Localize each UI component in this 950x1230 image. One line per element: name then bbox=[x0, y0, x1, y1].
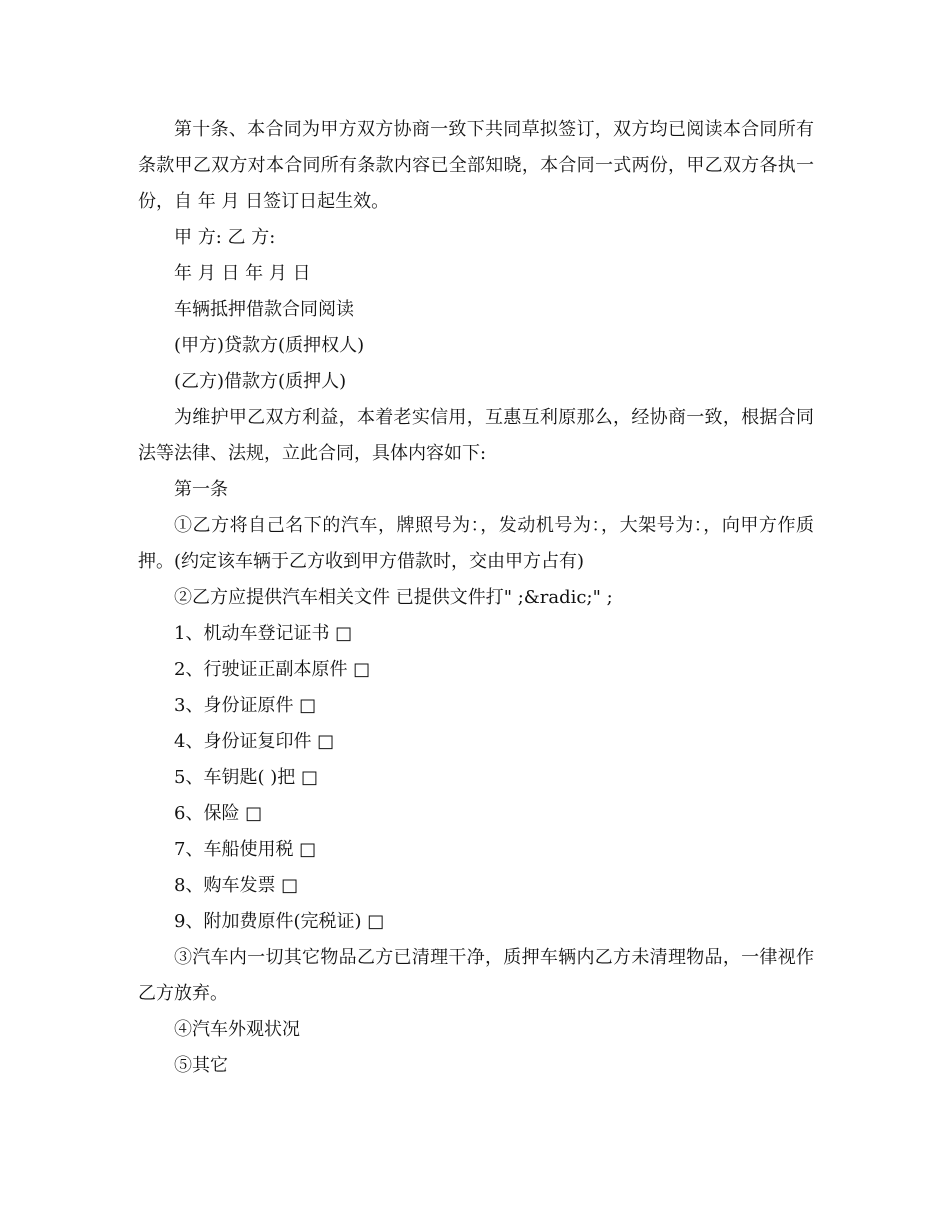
article-one-heading: 第一条 bbox=[174, 479, 228, 500]
document-list-item: 2、行驶证正副本原件 □ bbox=[174, 659, 371, 680]
document-page bbox=[138, 112, 814, 1084]
document-list-item: 9、附加费原件(完税证) □ bbox=[174, 911, 385, 932]
item-2-paragraph: ②乙方应提供汽车相关文件 已提供文件打" ;&radic;" ; bbox=[174, 587, 613, 608]
date-signature-line: 年 月 日 年 月 日 bbox=[174, 263, 311, 284]
preamble-paragraph: 为维护甲乙双方利益，本着老实信用，互惠互利原那么，经协商一致，根据合同法等法律、法规，立此合同，具体内容如下: bbox=[138, 407, 814, 464]
document-list-item: 6、保险 □ bbox=[174, 803, 263, 824]
document-list-item: 5、车钥匙( )把 □ bbox=[174, 767, 318, 788]
document-list-item: 4、身份证复印件 □ bbox=[174, 731, 335, 752]
item-4-paragraph: ④汽车外观状况 bbox=[174, 1019, 300, 1040]
document-list-item: 3、身份证原件 □ bbox=[174, 695, 317, 716]
clause-ten-paragraph: 第十条、本合同为甲方双方协商一致下共同草拟签订，双方均已阅读本合同所有条款甲乙双方对本合同所有条款内容已全部知晓，本合同一式两份，甲乙双方各执一份，自 年 月 日签订日起生效。 bbox=[138, 119, 814, 212]
party-b-line: (乙方)借款方(质押人) bbox=[174, 371, 347, 392]
item-5-paragraph: ⑤其它 bbox=[174, 1055, 228, 1076]
item-1-paragraph: ①乙方将自己名下的汽车，牌照号为：，发动机号为：，大架号为：，向甲方作质押。(约定该车辆于乙方收到甲方借款时，交由甲方占有) bbox=[138, 515, 814, 572]
document-list-item: 8、购车发票 □ bbox=[174, 875, 299, 896]
document-list-item: 1、机动车登记证书 □ bbox=[174, 623, 353, 644]
item-3-paragraph: ③汽车内一切其它物品乙方已清理干净，质押车辆内乙方未清理物品，一律视作乙方放弃。 bbox=[138, 947, 814, 1004]
contract-title: 车辆抵押借款合同阅读 bbox=[174, 299, 354, 320]
party-signature-line: 甲 方: 乙 方: bbox=[174, 227, 276, 248]
document-list-item: 7、车船使用税 □ bbox=[174, 839, 317, 860]
party-a-line: (甲方)贷款方(质押权人) bbox=[174, 335, 365, 356]
